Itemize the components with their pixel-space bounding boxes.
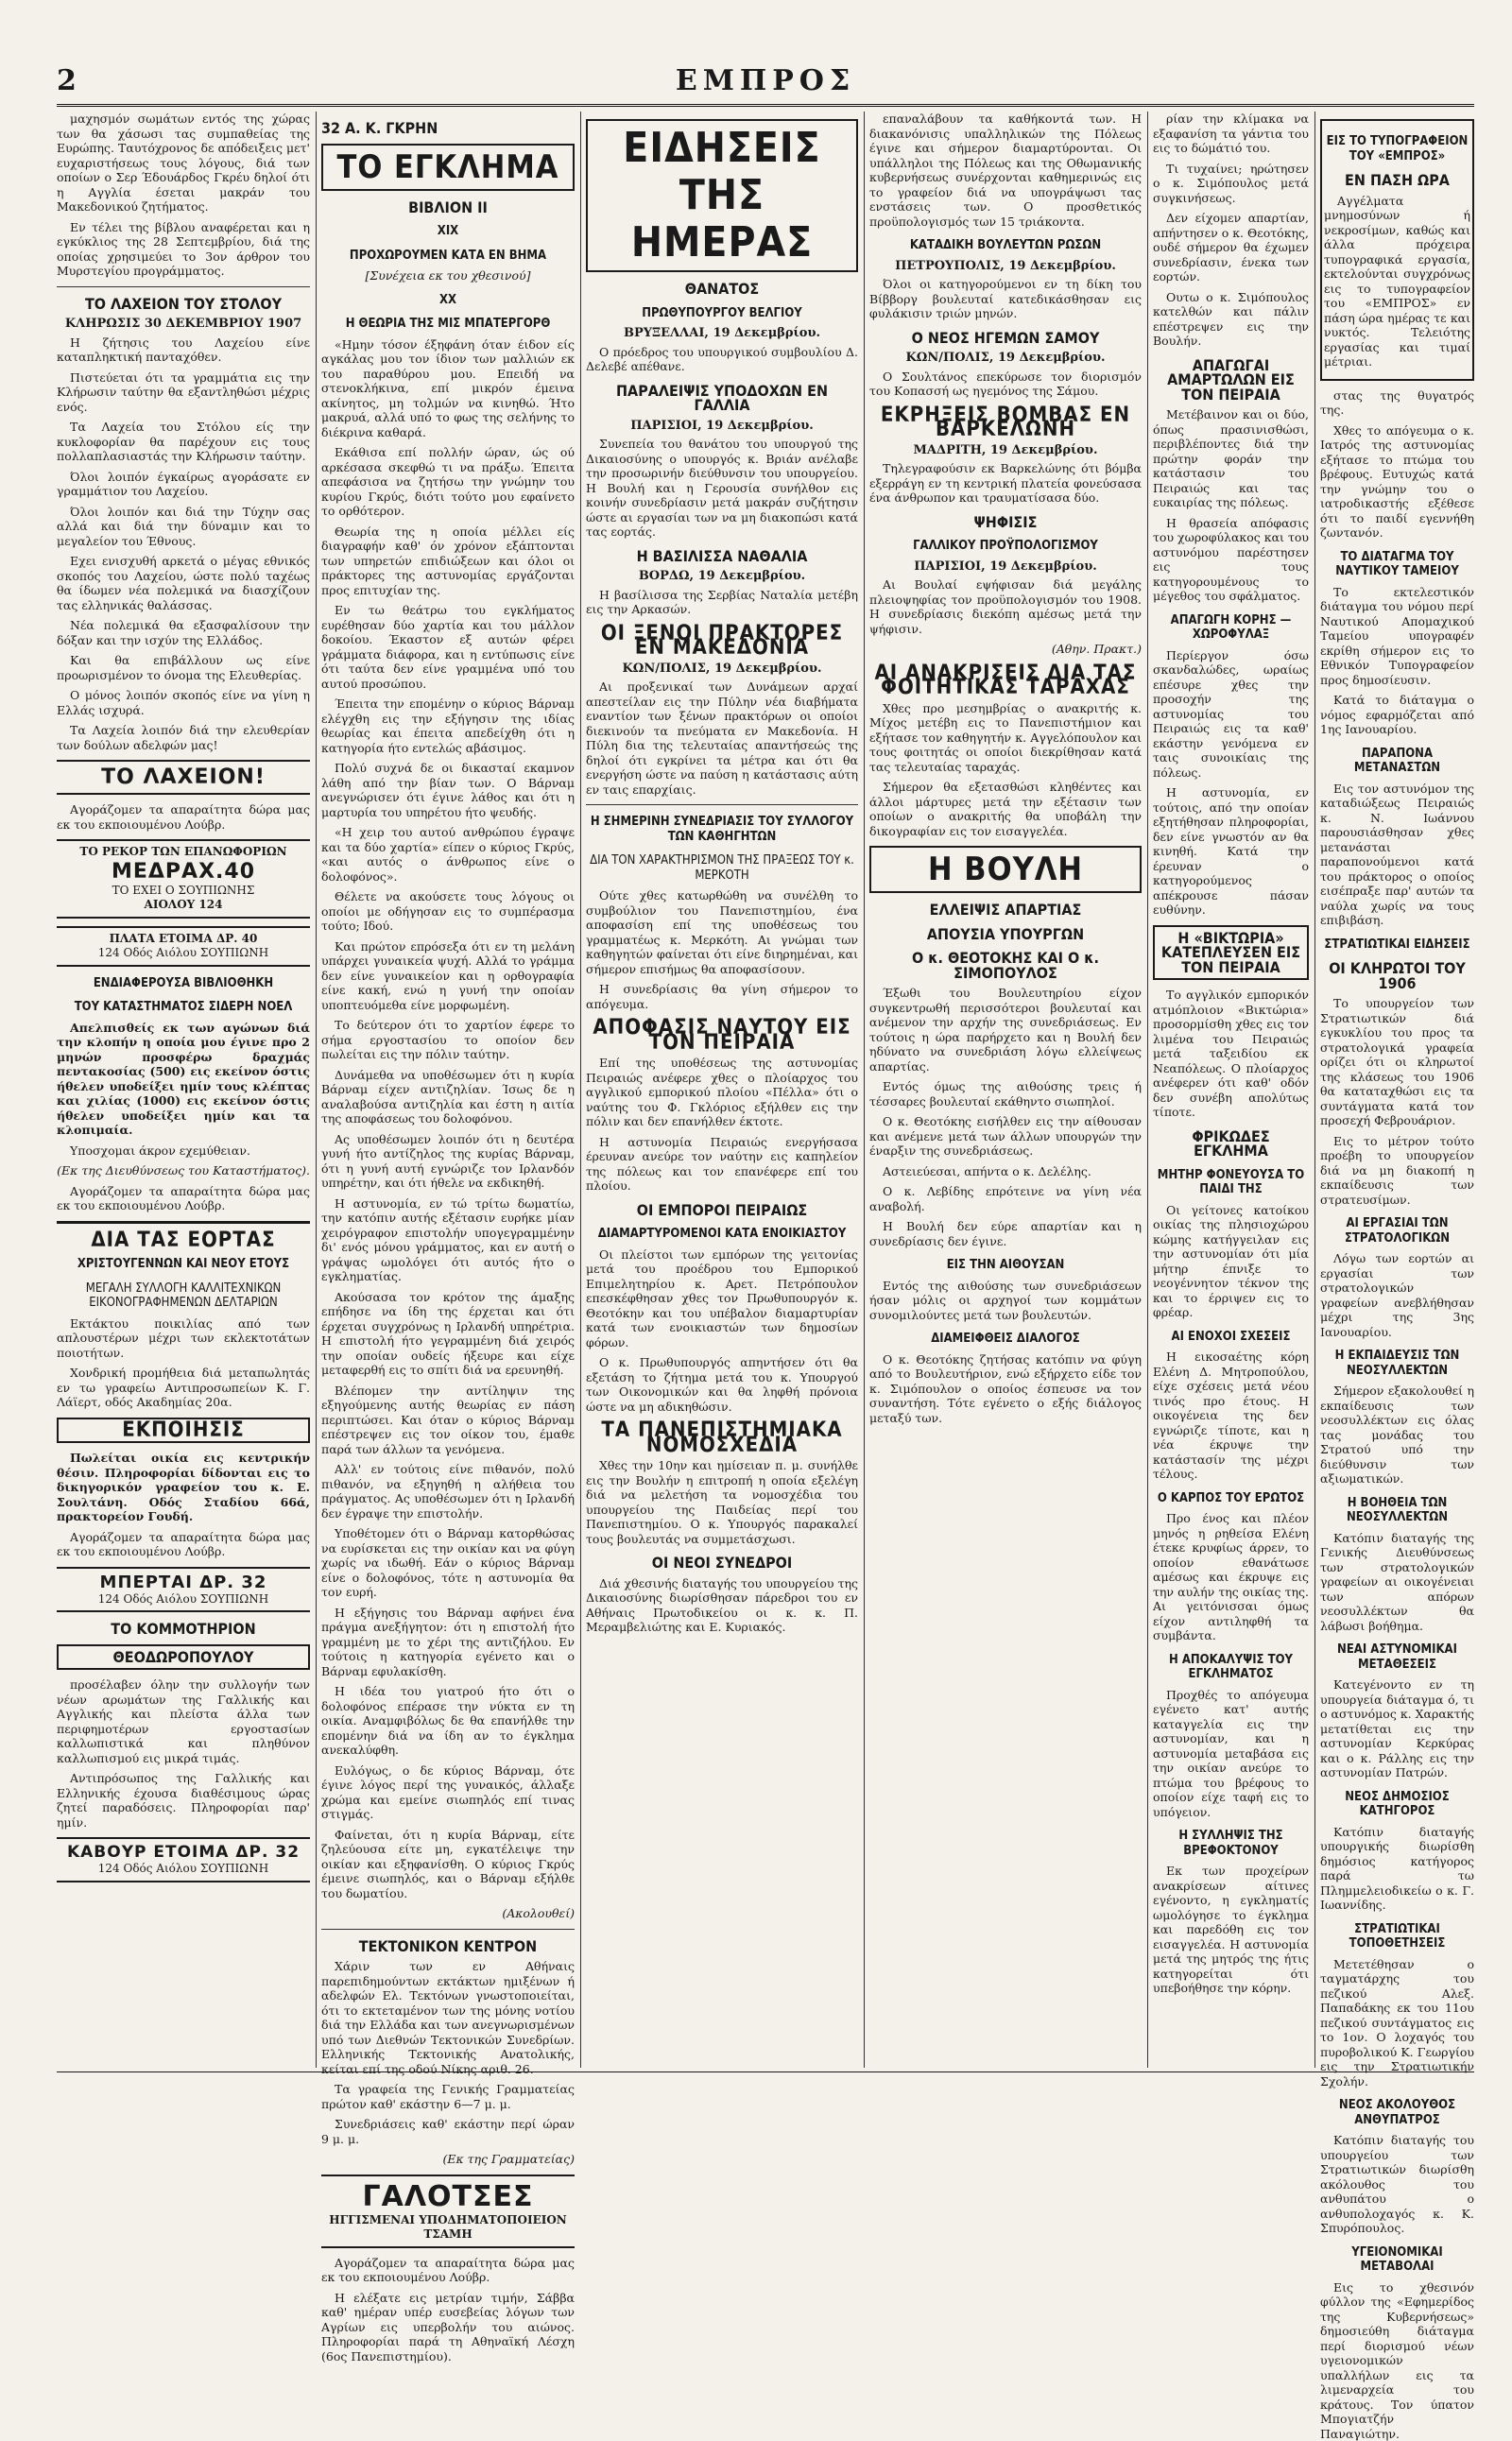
headline: ΚΑΤΑΔΙΚΗ ΒΟΥΛΕΥΤΩΝ ΡΩΣΩΝ xyxy=(869,238,1142,253)
headline: ΤΕΚΤΟΝΙΚΟΝ ΚΕΝΤΡΟΝ xyxy=(321,1939,575,1954)
article-text: Εν τω θεάτρω του εγκλήματος ευρέθησαν δύο χαρτία και του μάλλον δοκοίου. Έκαστον εξ αυτών φέρει γράμματα διάφορα, και η εντύπωσις είνε ότι ταύτα δεν είνε γραμμένα υπό του αυτού προσώπου. xyxy=(321,603,575,691)
article-text: Η εξήγησις του Βάρναμ αφήνει ένα πράγμα ανεξήγητον: ότι η επιστολή ήτο γραμμένη με το χέρι της αντιζήλου. Εν τούτοις η κατηγορία εγένετο και ο Βάρναμ εφυλακίσθη. xyxy=(321,1606,575,1679)
article-text: Οι πλείστοι των εμπόρων της γειτονίας μετά του προέδρου του Εμπορικού Επιμελητηρίου κ. Αρετ. Πετρόπουλον επεσκέφθησαν χθες τον Πρωθυπουργόν κ. Θεοτόκην και του υπέβαλον διαμαρτυρίαν κατά των ενοικιαστών των δημοσίων φόρων. xyxy=(586,1247,858,1350)
subheadline: ΓΑΛΛΙΚΟΥ ΠΡΟΫΠΟΛΟΓΙΣΜΟΥ xyxy=(869,539,1142,554)
article-text: Δυνάμεθα να υποθέσωμεν ότι η κυρία Βάρναμ είχεν αντιζηλίαν. Ίσως δε η αναλαβούσα αντιζηλία και έστη η αιτία της αποφάσεως του δολοφόνου. xyxy=(321,1068,575,1126)
article-text: Ο κ. Λεβίδης επρότεινε να γίνη νέα αναβολή. xyxy=(869,1184,1142,1213)
headline: ΑΠΑΓΩΓΑΙ ΑΜΑΡΤΩΛΩΝ ΕΙΣ ΤΟΝ ΠΕΙΡΑΙΑ xyxy=(1153,358,1309,403)
chapter-number: XX xyxy=(321,293,575,308)
masthead xyxy=(57,64,1474,107)
column-3 xyxy=(586,112,858,2068)
article-text: Οι γείτονες κατοίκου οικίας της πλησιοχώρου κώμης κατήγγειλαν εις την αστυνομίαν ότι μία μήτηρ έπνιξε το νεογέννητον τέκνον της και το έρριψεν εις το φρέαρ. xyxy=(1153,1203,1309,1320)
section-title: ΕΙΔΗΣΕΙΣ ΤΗΣ ΗΜΕΡΑΣ xyxy=(586,119,858,272)
article-text: Υποθέτομεν ότι ο Βάρναμ κατορθώσας να ευρίσκεται εις την οικίαν και να φύγη χωρίς να ιδωθή. Εάν ο κύριος Βάρναμ είνε ο δολοφόνος, τότε η αστυνομία θα τον ευρή. xyxy=(321,1526,575,1600)
headline: ΕΚΡΗΞΕΙΣ ΒΟΜΒΑΣ ΕΝ ΒΑΡΚΕΛΩΝΗ xyxy=(869,408,1142,438)
headline: ΔΙΑ ΤΑΣ ΕΟΡΤΑΣ xyxy=(57,1233,310,1248)
ad-title: ΜΠΕΡΤΑΙ ΔΡ. 32 xyxy=(57,1573,310,1592)
separator xyxy=(57,286,310,287)
ad-text: Αγοράζομεν τα απαραίτητα δώρα μας εκ του εκποιουμένου Λούβρ. xyxy=(57,1530,310,1559)
advertisement xyxy=(57,1567,310,1613)
article-text: Εν τέλει της βίβλου αναφέρεται και η εγκύκλιος της 28 Σεπτεμβρίου, διά της οποίας χρησιμεύει το 3ον άρθρον του Μυρστεγίου προγράμματος. xyxy=(57,220,310,279)
subheadline: ΤΟΥ ΚΑΤΑΣΤΗΜΑΤΟΣ ΣΙΔΕΡΗ ΝΟΕΛ xyxy=(57,1000,310,1015)
article-text: Επί της υποθέσεως της αστυνομίας Πειραιώς ανέφερε χθες ο πλοίαρχος του αγγλικού εμπορικού πλοίου «Πέλλα» ότι ο ναύτης του Φ. Γκλόριος εξήλθεν εις την πόλιν και δεν επανήλθεν έκτοτε. xyxy=(586,1056,858,1129)
article-text: Χθες το απόγευμα ο κ. Ιατρός της αστυνομίας εξήτασε το πτώμα του βρέφους. Ευτυχώς κατά την γνώμην του ο ιατροδικαστής εξέθεσε ότι το παιδί εγεννήθη ζωντανόν. xyxy=(1320,423,1474,541)
article-text: Αστειεύεσαι, απήντα ο κ. Δελέλης. xyxy=(869,1164,1142,1179)
article-text: Διά χθεσινής διαταγής του υπουργείου της Δικαιοσύνης διωρίσθησαν πάρεδροι του εν Αθήναις Πρωτοδικείου οι κ. κ. Π. Μεραμβελιώτης και Ε. Κυριακός. xyxy=(586,1576,858,1635)
ad-address: 124 Οδός Αιόλου ΣΟΥΠΙΩΝΗ xyxy=(57,946,310,961)
subheadline: ΔΙΑΜΑΡΤΥΡΟΜΕΝΟΙ ΚΑΤΑ ΕΝΟΙΚΙΑΣΤΟΥ xyxy=(586,1227,858,1242)
article-text: Προ ένος και πλέον μηνός η ρηθείσα Ελένη έτεκε κρυφίως άρρεν, το οποίον εθανάτωσε αμέσως και έκρυψε εις την αυλήν της οικίας της. Αι γειτόνισσαι όμως είχον αντιληφθή τα συμβάντα. xyxy=(1153,1511,1309,1643)
headline: Η ΣΗΜΕΡΙΝΗ ΣΥΝΕΔΡΙΑΣΙΣ ΤΟΥ ΣΥΛΛΟΓΟΥ ΤΩΝ ΚΑΘΗΓΗΤΩΝ xyxy=(586,815,858,844)
article-text: Όλοι οι κατηγορούμενοι εν τη δίκη του Βίββοργ βουλευταί κατεδικάσθησαν εις φυλάκισιν τριών μηνών. xyxy=(869,277,1142,321)
column-5a xyxy=(1153,112,1309,2068)
article-text: επαναλάβουν τα καθήκοντά των. Η διακανόνισις υπαλληλικών της Πόλεως έγινε και σήμερον διαμαρτύρονται. Οι υπάλληλοι της Πόλεως και της Οθωμανικής κυβερνήσεως συνέρχονται καθημερινώς εις το γραφείον διά να υπογράψωσι τας ενστάσεις των. Ο προσθετικός προϋπολογισμός των 15 τριάκοντα. xyxy=(869,112,1142,229)
headline: ΤΟ ΚΟΜΜΟΤΗΡΙΟΝ xyxy=(57,1622,310,1637)
headline: ΕΙΣ ΤΟ ΤΥΠΟΓΡΑΦΕΙΟΝ ΤΟΥ «ΕΜΠΡΟΣ» xyxy=(1324,134,1470,163)
subheadline: ΕΛΛΕΙΨΙΣ ΑΠΑΡΤΙΑΣ xyxy=(869,902,1142,918)
headline: ΦΡΙΚΩΔΕΣ ΕΓΚΛΗΜΑ xyxy=(1153,1129,1309,1159)
dateline: ΠΕΤΡΟΥΠΟΛΙΣ, 19 Δεκεμβρίου. xyxy=(869,259,1142,274)
ad-text: Πωλείται οικία εις κεντρικήν θέσιν. Πληροφορίαι δίδονται εις το δικηγορικόν γραφείον του κ. Ε. Σουλτάνη. Οδός Σταδίου 66ά, πρακτορείον Γουδή. xyxy=(57,1451,310,1524)
article-text: Η αστυνομία, εν τώ τρίτω δωματίω, την κατόπιν αυτής εξέτασιν ευρήκε μίαν χειρόγραφον επιστολήν υπογεγραμμένην δι' ενός μόνου γράμματος, και εν αυτή ο γράψας ωμολόγει ότι αυτός ήτο ο εγκληματίας. xyxy=(321,1196,575,1284)
bottom-rule xyxy=(57,2071,1474,2072)
headline: ΤΟ ΔΙΑΤΑΓΜΑ ΤΟΥ ΝΑΥΤΙΚΟΥ ΤΑΜΕΙΟΥ xyxy=(1320,550,1474,579)
ad-subtitle: ΗΓΓΙΣΜΕΝΑΙ ΥΠΟΔΗΜΑΤΟΠΟΙΕΙΟΝ ΤΣΑΜΗ xyxy=(321,2213,575,2243)
headline: ΣΤΡΑΤΙΩΤΙΚΑΙ ΤΟΠΟΘΕΤΗΣΕΙΣ xyxy=(1320,1922,1474,1951)
article-text: Σήμερον εξακολουθεί η εκπαίδευσις των νεοσυλλέκτων εις όλας τας μονάδας του Στρατού υπό την διεύθυνσιν των αξιωματικών. xyxy=(1320,1384,1474,1487)
ad-text: Εκτάκτου ποικιλίας από των απλουστέρων μέχρι των εκλεκτοτάτων ποιοτήτων. xyxy=(57,1316,310,1361)
advertisement xyxy=(57,1837,310,1882)
article-text: Ακούσασα τον κρότον της άμαξης επήδησε να ίδη της έρχεται και ότι έρχεται συγχρόνως η Ιρλανδή υπηρέτρια. Η επιστολή ήτο γεγραμμένη διά χειρός την οποίαν ουδείς ήξευρε και είχε μεταφερθή εις το σπίτι διά να ερευνηθή. xyxy=(321,1290,575,1378)
headline: ΤΟ ΛΑΧΕΙΟΝ ΤΟΥ ΣΤΟΛΟΥ xyxy=(57,297,310,312)
article-text: Έπειτα την επομένην ο κύριος Βάρναμ ελέγχθη εις την εξήγησιν της ιδίας θεωρίας και έπειτα απεδείχθη ότι η κατηγορία ήτο εντελώς αβάσιμος. xyxy=(321,696,575,755)
subheadline: ΑΠΟΥΣΙΑ ΥΠΟΥΡΓΩΝ xyxy=(869,927,1142,942)
article-text: Συνεπεία του θανάτου του υπουργού της Δικαιοσύνης ο υπουργός κ. Βριάν ανέλαβε την προσωρινήν διεύθυνσιν του υπουργείου. Η Βουλή και η Γερουσία συνήλθον εις κοινήν συνεδρίασιν μετά μακράν συζήτησιν ώστε αι εργασίαι των να μη διακοπώσι κατά τας εορτάς. xyxy=(586,437,858,540)
dateline: ΠΑΡΙΣΙΟΙ, 19 Δεκεμβρίου. xyxy=(586,419,858,434)
subheadline: ΕΝ ΠΑΣΗ ΩΡΑ xyxy=(1324,173,1470,188)
headline: ΘΑΝΑΤΟΣ xyxy=(586,282,858,297)
article-text: ρίαν την κλίμακα να εξαφανίση τα γάντια του εις το δώμάτιό του. xyxy=(1153,112,1309,156)
article-text: μαχησμόν σωμάτων εντός της χώρας των θα χάσωσι τας συμπαθείας της Ευρώπης. Ταυτόχρονος δε απόδειξεις μετ' ευχαριστήσεως τους λόγους, διά των οποίων ο Σερ Έδουάρδος Γκρέυ δηλοί ότι η Αγγλία έσεται μακράν του Μακεδονικού ζητήματος. xyxy=(57,112,310,215)
article-text: Χάριν των εν Αθήναις παρεπιδημούντων εκτάκτων ημιξένων ή αδελφών Ελ. Τεκτόνων γνωστοποιείται, ότι το εκτεταμένον των της μόνης νοτίου διά την Ελλάδα και των ανεγνωρισμένων υπό των Διεθνών Τεκτονικών Συνεδρίων. Ελληνικής Τεκτονικής Ανατολικής, κείται επί της οδού Νίκης αριθ. 26. xyxy=(321,1959,575,2076)
article-text: Αλλ' εν τούτοις είνε πιθανόν, πολύ πιθανόν, να εξηγηθή η αλήθεια του πράγματος. Ας υποθέσωμεν ότι η Ιρλανδή δεν έγραψε την επιστολήν. xyxy=(321,1462,575,1521)
ad-title: ΠΛΑΤΑ ΕΤΟΙΜΑ ΔΡ. 40 xyxy=(57,932,310,947)
headline: ΤΟ ΕΓΚΛΗΜΑ xyxy=(321,144,575,191)
article-text: Ο Σουλτάνος επεκύρωσε τον διορισμόν του Κοπασσή ως ηγεμόνος της Σάμου. xyxy=(869,370,1142,399)
subheadline: ΠΡΟΧΩΡΟΥΜΕΝ ΚΑΤΑ ΕΝ ΒΗΜΑ xyxy=(321,249,575,264)
article-text: Εις το χθεσινόν φύλλον της «Εφημερίδος της Κυβερνήσεως» δημοσιεύθη διάταγμα περί διορισμού νέων υγειονομικών υπαλλήλων εις τα λιμεναρχεία του κράτους. Τον ύπατον Μπογιατζήν Παναγιώτην. xyxy=(1320,2280,1474,2441)
top-rule xyxy=(57,106,1474,107)
separator xyxy=(57,1221,310,1224)
headline: Η ΑΠΟΚΑΛΥΨΙΣ ΤΟΥ ΕΓΚΛΗΜΑΤΟΣ xyxy=(1153,1653,1309,1682)
headline: ΕΚΠΟΙΗΣΙΣ xyxy=(57,1418,310,1444)
article-text: Κατόπιν διαταγής του υπουργείου των Στρατιωτικών διωρίσθη ακόλουθος του ανθυπάτου ο ανθυπολοχαγός κ. Κ. Σπυρόπουλος. xyxy=(1320,2133,1474,2236)
subheadline: ΠΡΩΘΥΠΟΥΡΓΟΥ ΒΕΛΓΙΟΥ xyxy=(586,306,858,321)
column-divider xyxy=(580,112,581,2068)
article-text: Το δεύτερον ότι το χαρτίον έφερε το σήμα εργοστασίου το οποίον δεν πωλείται εις την πόλιν ταύτην. xyxy=(321,1018,575,1062)
article-text: Η συνεδρίασις θα γίνη σήμερον το απόγευμα. xyxy=(586,982,858,1011)
subheadline: ΜΕΓΑΛΗ ΣΥΛΛΟΓΗ ΚΑΛΛΙΤΕΧΝΙΚΩΝ ΕΙΚΟΝΟΓΡΑΦΗΜΕΝΩΝ ΔΕΛΤΑΡΙΩΝ xyxy=(57,1281,310,1311)
headline: ΟΙ ΝΕΟΙ ΣΥΝΕΔΡΟΙ xyxy=(586,1556,858,1571)
headline: ΔΙΑΜΕΙΦΘΕΙΣ ΔΙΑΛΟΓΟΣ xyxy=(869,1332,1142,1347)
signature: (Εκ της Γραμματείας) xyxy=(321,2152,575,2167)
headline: ΠΑΡΑΛΕΙΨΙΣ ΥΠΟΔΟΧΩΝ ΕΝ ΓΑΛΛΙΑ xyxy=(586,384,858,413)
ad-text: Χονδρική προμήθεια διά μεταπωλητάς εν τω γραφείω Αντιπροσωπείων Κ. Γ. Λάϊερτ, οδός Ακαδημίας 20α. xyxy=(57,1366,310,1410)
article-text: Όλοι λοιπόν έγκαίρως αγοράσατε εν γραμμάτιον του Λαχείου. xyxy=(57,470,310,499)
headline: Η ΕΚΠΑΙΔΕΥΣΙΣ ΤΩΝ ΝΕΟΣΥΛΛΕΚΤΩΝ xyxy=(1320,1349,1474,1378)
ad-address: 124 Οδός Αιόλου ΣΟΥΠΙΩΝΗ xyxy=(57,1592,310,1607)
article-text: Ας υποθέσωμεν λοιπόν ότι η δευτέρα γυνή ήτο αντίζηλος της κυρίας Βάρναμ, ότι η γυνή αυτή εγνώριζε τον Ιρλανδόν υπηρέτην, και ότι ήθελε να εκδικηθή. xyxy=(321,1132,575,1191)
headline: Η ΒΟΗΘΕΙΑ ΤΩΝ ΝΕΟΣΥΛΛΕΚΤΩΝ xyxy=(1320,1496,1474,1525)
headline: ΥΓΕΙΟΝΟΜΙΚΑΙ ΜΕΤΑΒΟΛΑΙ xyxy=(1320,2245,1474,2275)
headline: ΝΕΟΣ ΑΚΟΛΟΥΘΟΣ ΑΝΘΥΠΑΤΡΟΣ xyxy=(1320,2098,1474,2127)
article-text: Το εκτελεστικόν διάταγμα του νόμου περί Ναυτικού Απομαχικού Ταμείου υπογραφέν εκρίθη σήμερον εις το Εθνικόν Τυπογραφείον προς δημοσίευσιν. xyxy=(1320,585,1474,688)
dateline: ΒΡΥΞΕΛΛΑΙ, 19 Δεκεμβρίου. xyxy=(586,326,858,341)
column-divider xyxy=(864,112,865,2068)
article-text: Συνεδριάσεις καθ' εκάστην περί ώραν 9 μ. μ. xyxy=(321,2117,575,2146)
headline: Η ΒΟΥΛΗ xyxy=(869,846,1142,893)
article-text: Εκάθισα επί πολλήν ώραν, ώς ού αρκέσασα σκεφθώ τι να πράξω. Έπειτα απεφάσισα να ζητήσω την γνώμην του κυρίου Γκρύς, διότι τούτο μου εφαίνετο το ορθότερον. xyxy=(321,445,575,519)
headline: ΨΗΦΙΣΙΣ xyxy=(869,515,1142,530)
newspaper-name: ΕΜΠΡΟΣ xyxy=(57,64,1474,97)
advertisement xyxy=(57,839,310,919)
article-text: Εντός όμως της αιθούσης τρεις ή τέσσαρες βουλευταί εκάθηντο σιωπηλοί. xyxy=(869,1079,1142,1109)
article-text: Η ιδέα του γιατρού ήτο ότι ο δολοφόνος επέρασε την νύκτα εν τη οικία. Αναμφιβόλως δε θα επανήλθε την επομένην διά να ίδη αν το έγκλημα ανεκαλύφθη. xyxy=(321,1684,575,1758)
article-text: Η βασίλισσα της Σερβίας Ναταλία μετέβη εις την Αρκασών. xyxy=(586,588,858,617)
article-text: Τα γραφεία της Γενικής Γραμματείας πρώτον καθ' εκάστην 6—7 μ. μ. xyxy=(321,2082,575,2111)
article-text: Κατεγένοντο εν τη υπουργεία διάταγμα ό, τι ο αστυνόμος κ. Χαρακτής μετατίθεται εις την αστυνομίαν Κερκύρας και ο κ. Ράλλης εις την αστυνομίαν Πατρών. xyxy=(1320,1677,1474,1780)
article-text: Ο κ. Πρωθυπουργός απηντήσεν ότι θα εξετάση το ζήτημα μετά του κ. Υπουργού των Οικονομικών και θα ληφθή πρόνοια ώστε να μη αδικηθώσιν. xyxy=(586,1355,858,1414)
article-text: Το αγγλικόν εμπορικόν ατμόπλοιον «Βικτώρια» προσορμίσθη χθες εις τον λιμένα του Πειραιώς μετά ταξειδίου εκ Νεαπόλεως. Ο πλοίαρχος ανέφερεν ότι καθ' οδόν δεν συνέβη απολύτως τίποτε. xyxy=(1153,988,1309,1120)
ad-text: προσέλαβεν όλην την συλλογήν των νέων αρωμάτων της Γαλλικής και Αγγλικής και πλείστα άλλα των περιφημοτέρων εργοστασίων καλλωπιστικά και πληθύνον καλλωπισμού εις μικρά τιμάς. xyxy=(57,1677,310,1765)
headline: Η «ΒΙΚΤΩΡΙΑ» ΚΑΤΕΠΛΕΥΣΕΝ ΕΙΣ ΤΟΝ ΠΕΙΡΑΙΑ xyxy=(1153,925,1309,981)
headline: ΝΕΑΙ ΑΣΤΥΝΟΜΙΚΑΙ ΜΕΤΑΘΕΣΕΙΣ xyxy=(1320,1642,1474,1672)
article-text: Χθες την 10ην και ημίσειαν π. μ. συνήλθε εις την Βουλήν η επιτροπή η οποία εξελέγη διά να μελετήση τα νομοσχέδια του υπουργείου της Παιδείας περί του Πανεπιστημίου. Ο κ. Υπουργός παρακαλεί τους βουλευτάς να συμμετάσχωσι. xyxy=(586,1458,858,1546)
article-text: Κατόπιν διαταγής υπουργικής διωρίσθη δημόσιος κατήγορος παρά τω Πλημμελειοδικείω ο κ. Γ. Ιωαννίδης. xyxy=(1320,1825,1474,1913)
headline: ΝΕΟΣ ΔΗΜΟΣΙΟΣ ΚΑΤΗΓΟΡΟΣ xyxy=(1320,1790,1474,1819)
headline: ΑΠΑΓΩΓΗ ΚΟΡΗΣ — ΧΩΡΟΦΥΛΑΞ xyxy=(1153,613,1309,643)
ad-heading: ΤΟ ΡΕΚΟΡ ΤΩΝ ΕΠΑΝΩΦΟΡΙΩΝ xyxy=(57,845,310,860)
article-text: Μετετέθησαν ο ταγματάρχης του πεζικού Αλεξ. Παπαδάκης εκ του 11ου πεζικού συντάγματος εις το 1ον. Ο λοχαγός του πυροβολικού Κ. Γεωργίου εις την Στρατιωτικήν Σχολήν. xyxy=(1320,1957,1474,2089)
headline: ΑΙ ΕΡΓΑΣΙΑΙ ΤΩΝ ΣΤΡΑΤΟΛΟΓΙΚΩΝ xyxy=(1320,1216,1474,1246)
column-5b xyxy=(1320,112,1474,2068)
article-text: Η εικοσαέτης κόρη Ελένη Δ. Μητροπούλου, είχε σχέσεις μετά νέου τινός προ έτους. Η οικογένεια της δεν εγνώριζε τίποτε, και η νέα έκρυψε την κατάστασίν της μέχρι τέλους. xyxy=(1153,1349,1309,1482)
article-text: Πολύ συχνά δε οι δικασταί εκαμνον λάθη από την βίαν των. Ο Βάρναμ ανεγνώρισεν ότι έγινε λάθος και ότι η μαρτυρία του υπηρέτου ήτο ψευδής. xyxy=(321,761,575,819)
subheadline: Ο κ. ΘΕΟΤΟΚΗΣ ΚΑΙ Ο κ. ΣΙΜΟΠΟΥΛΟΣ xyxy=(869,951,1142,980)
article-text: στας της θυγατρός της. xyxy=(1320,388,1474,418)
headline: ΤΑ ΠΑΝΕΠΙΣΤΗΜΙΑΚΑ ΝΟΜΟΣΧΕΔΙΑ xyxy=(586,1423,858,1453)
article-text: Περίεργον όσω σκανδαλώδες, ωραίως επέσυρε χθες την προσοχήν της αστυνομίας του Πειραιώς εις τα καθ' εκάστην γενόμενα εν ταις συνοικίαις της πόλεως. xyxy=(1153,648,1309,781)
signature: (Εκ της Διευθύνσεως του Καταστήματος). xyxy=(57,1163,310,1178)
article-text: Τα Λαχεία λοιπόν διά την ελευθερίαν των δούλων αδελφών μας! xyxy=(57,723,310,752)
headline: ΟΙ ΕΜΠΟΡΟΙ ΠΕΙΡΑΙΩΣ xyxy=(586,1203,858,1218)
print-shop-ad xyxy=(1320,119,1474,381)
article-text: Τα Λαχεία του Στόλου είς την κυκλοφορίαν θα παρέχουν εις τους πολλαπλασιαστάς την Κλήρωσιν ταύτην. xyxy=(57,420,310,464)
advertisement xyxy=(321,2175,575,2248)
article-text: «Η χειρ του αυτού ανθρώπου έγραψε και τα δύο χαρτία» είπεν ο κύριος Γκρύς, «και αυτός ο άνθρωπος είνε ο δολοφόνος». xyxy=(321,825,575,884)
headline: Η ΒΑΣΙΛΙΣΣΑ ΝΑΘΑΛΙΑ xyxy=(586,549,858,564)
ad-text: Υποσχομαι άκρον εχεμύθειαν. xyxy=(57,1143,310,1159)
headline: ΑΙ ΑΝΑΚΡΙΣΕΙΣ ΔΙΑ ΤΑΣ ΦΟΙΤΗΤΙΚΑΣ ΤΑΡΑΧΑΣ xyxy=(869,666,1142,696)
dateline: ΒΟΡΔΩ, 19 Δεκεμβρίου. xyxy=(586,569,858,584)
article-text: Προχθές το απόγευμα εγένετο κατ' αυτής καταγγελία εις την αστυνομίαν, και η αστυνομία μεταβάσα εις την οικίαν ανεύρε το πτώμα του βρέφους το οποίον είχε ταφή εις το υπόγειον. xyxy=(1153,1688,1309,1820)
continued-note: [Συνέχεια εκ του χθεσινού] xyxy=(321,268,575,284)
headline: ΑΠΟΦΑΣΙΣ ΝΑΥΤΟΥ ΕΙΣ ΤΟΝ ΠΕΙΡΑΙΑ xyxy=(586,1021,858,1050)
article-text: Εχει ενισχυθή αρκετά ο μέγας εθνικός σκοπός του Λαχείου, ώστε πολύ ταχέως θα ίδωμεν νέα πολεμικά να διασχίζουν τας ελληνικάς θαλάσσας. xyxy=(57,554,310,612)
article-text: Η ζήτησις του Λαχείου είνε καταπληκτική πανταχόθεν. xyxy=(57,335,310,365)
ad-text: Αγοράζομεν τα απαραίτητα δώρα μας εκ του εκποιουμένου Λούβρ. xyxy=(57,1184,310,1213)
ad-title: ΚΑΒΟΥΡ ΕΤΟΙΜΑ ΔΡ. 32 xyxy=(57,1843,310,1862)
column-divider xyxy=(1314,112,1315,2068)
article-text: Εντός της αιθούσης των συνεδριάσεων ήσαν μόλις οι αρχηγοί των κομμάτων συνομιλούντες μετά των βουλευτών. xyxy=(869,1279,1142,1323)
article-text: Χθες προ μεσημβρίας ο ανακριτής κ. Μίχος μετέβη εις το Πανεπιστήμιον και εξήτασε τον καθηγητήν κ. Αγγελόπουλον και τους φοιτητάς οι οποίοι διεκρίθησαν κατά τας τελευταίας ταραχάς. xyxy=(869,701,1142,775)
headline: ΣΤΡΑΤΙΩΤΙΚΑΙ ΕΙΔΗΣΕΙΣ xyxy=(1320,937,1474,953)
article-text: Ουτω ο κ. Σιμόπουλος κατελθών και πάλιν επέστρεψεν εις την Βουλήν. xyxy=(1153,290,1309,349)
ad-price: ΜΕΔΡΑΧ.40 xyxy=(57,860,310,884)
separator xyxy=(321,1929,575,1930)
article-text: Ο πρόεδρος του υπουργικού συμβουλίου Δ. Δελεβέ απέθανε. xyxy=(586,345,858,374)
advertisement xyxy=(57,926,310,967)
headline: Η ΣΥΛΛΗΨΙΣ ΤΗΣ ΒΡΕΦΟΚΤΟΝΟΥ xyxy=(1153,1829,1309,1858)
separator xyxy=(586,804,858,805)
article-text: Αι προξενικαί των Δυνάμεων αρχαί απεστείλαν εις την Πύλην νέα διαβήματα εναντίον των ξένων πρακτόρων οι οποίοι διεκινούν τα πνεύματα εν Μακεδονία. Η Πύλη δια της τελευταίας απαντήσεώς της δηλοί ότι εγκρίνει τα μέτρα και ότι θα ενεργήση ώστε να παύση η κατάστασις αύτη εν ταις επαρχίαις. xyxy=(586,679,858,797)
article-text: Εκ των προχείρων ανακρίσεων αίτινες εγένοντο, η εγκληματίς ωμολόγησε το έγκλημα και παρεδόθη εις τον εισαγγελέα. Η αστυνομία μετά της μητρός της ήτις κατηγορείται ότι υπεβοήθησε την κόρην. xyxy=(1153,1864,1309,1996)
article-text: Σήμερον θα εξετασθώσι κληθέντες και άλλοι μάρτυρες μετά την εξέτασιν των οποίων ο ανακριτής θα υποβάλη την δικογραφίαν εις τον εισαγγελέα. xyxy=(869,780,1142,838)
subheadline: ΔΙΑ ΤΟΝ ΧΑΡΑΚΤΗΡΙΣΜΟΝ ΤΗΣ ΠΡΑΞΕΩΣ ΤΟΥ κ. ΜΕΡΚΟΤΗ xyxy=(586,853,858,883)
article-text: Εις τον αστυνόμον της καταδιώξεως Πειραιώς κ. Ν. Ιωάννου παρουσιάσθησαν χθες μετανάσται παραπονούμενοι κατά του πράκτορος ο οποίος εισέπραξε παρ' αυτών τα ναύλα χωρίς να τους επιβιβάση. xyxy=(1320,782,1474,928)
dateline: ΠΑΡΙΣΙΟΙ, 19 Δεκεμβρίου. xyxy=(869,559,1142,575)
article-text: Κατόπιν διαταγής της Γενικής Διευθύνσεως των στρατολογικών γραφείων αι οικογένειαι των απόρων νεοσυλλέκτων θα λάβωσι βοήθημα. xyxy=(1320,1531,1474,1634)
article-text: Φαίνεται, ότι η κυρία Βάρναμ, είτε ζηλεύουσα είτε μη, εγκατέλειψε την οικίαν και εξηφανίσθη. Ο κύριος Γκρύς έμεινε σιωπηλός, και ο Βάρναμ εξήλθε του δωματίου. xyxy=(321,1828,575,1901)
dateline: ΚΛΗΡΩΣΙΣ 30 ΔΕΚΕΜΒΡΙΟΥ 1907 xyxy=(57,317,310,332)
signature: (Αθην. Πρακτ.) xyxy=(869,642,1142,657)
article-text: Η αστυνομία Πειραιώς ενεργήσασα έρευναν ανεύρε τον ναύτην εις καπηλείον της πόλεως και τον επανέφερε επί του πλοίου. xyxy=(586,1135,858,1194)
dateline: ΜΑΔΡΙΤΗ, 19 Δεκεμβρίου. xyxy=(869,443,1142,458)
headline: ΑΙ ΕΝΟΧΟΙ ΣΧΕΣΕΙΣ xyxy=(1153,1330,1309,1345)
ad-text: Απελπισθείς εκ των αγώνων διά την κλοπήν η οποία μου έγινε προ 2 μηνών προσφέρω δραχμάς πεντακοσίας (500) εις εκείνον όστις ήθελεν υποδείξει ημίν τους κλέπτας και χιλίας (1000) εις εκείνον όστις ήθελεν υποδείξει ημίν και τα κλοπιμαία. xyxy=(57,1021,310,1138)
headline: Ο ΚΑΡΠΟΣ ΤΟΥ ΕΡΩΤΟΣ xyxy=(1153,1491,1309,1506)
signature: (Ακολουθεί) xyxy=(321,1906,575,1921)
article-text: «Ημην τόσον έξηφάνη όταν έιδον είς αγκάλας μου τον ίδιον των μαλλιών εκ του παραθύρου μου. Επειδή να στενοκλήκινα, επί μικρόν έμεινα ακίνητος, μη τολμών να κινηθώ. Ήτο μακρυά, αλλά υπό το φως της σελήνης το διέκρινα καθαρά. xyxy=(321,337,575,440)
headline: Ο ΝΕΟΣ ΗΓΕΜΩΝ ΣΑΜΟΥ xyxy=(869,331,1142,346)
article-text: Η Βουλή δεν εύρε απαρτίαν και η συνεδρίασις δεν έγινε. xyxy=(869,1219,1142,1248)
article-text: Το υπουργείον των Στρατιωτικών διά εγκυκλίου του προς τα στρατολογικά γραφεία ορίζει ότι οι κληρωτοί της κλάσεως του 1906 θα καταταχθώσι εις τα συντάγματα κατά τον προσεχή Φεβρουάριον. xyxy=(1320,996,1474,1128)
article-text: Θέλετε να ακούσετε τους λόγους οι οποίοι με οδήγησαν εις το συμπέρασμα τούτο; Ιδού. xyxy=(321,889,575,934)
subheadline: ΧΡΙΣΤΟΥΓΕΝΝΩΝ ΚΑΙ ΝΕΟΥ ΕΤΟΥΣ xyxy=(57,1257,310,1272)
subheadline: Η ΘΕΩΡΙΑ ΤΗΣ ΜΙΣ ΜΠΑΤΕΡΓΟΡΘ xyxy=(321,317,575,332)
dateline: ΚΩΝ/ΠΟΛΙΣ, 19 Δεκεμβρίου. xyxy=(586,662,858,677)
article-text: Λόγω των εορτών αι εργασίαι των στρατολογικών γραφείων ανεβλήθησαν μέχρι της 3ης Ιανουαρίου. xyxy=(1320,1251,1474,1339)
ad-text: Αγγέλματα μνημοσύνων ή νεκροσίμων, καθώς και άλλα πρόχειρα τυπογραφικά εργασία, εκτελούνται συγχρόνως εις το τυπογραφείον του «ΕΜΠΡΟΣ» εν πάση ώρα ημέρας τε και νυκτός. Τελειότης εργασίας και τιμαί μέτριαι. xyxy=(1324,194,1470,370)
ad-line: ΤΟ ΕΧΕΙ Ο ΣΟΥΠΙΩΝΗΣ xyxy=(57,884,310,899)
article-text: Έξωθι του Βουλευτηρίου είχον συγκεντρωθή περισσότεροι βουλευταί και ανέμενον την αρχήν της συνεδριάσεως. Εν τούτοις η ώρα παρήρχετο και η Βουλή δεν ηδύνατο να συνεδριάση λόγω ελλείψεως απαρτίας. xyxy=(869,986,1142,1074)
ad-text: Αγοράζομεν τα απαραίτητα δώρα μας εκ του εκποιουμένου Λούβρ. xyxy=(321,2256,575,2285)
article-text: Όλοι λοιπόν και διά την Τύχην σας αλλά και διά την δύναμιν και το μεγαλείον του Έθνους. xyxy=(57,505,310,549)
column-divider xyxy=(316,112,317,2068)
article-text: Η θρασεία απόφασις του χωροφύλακος και του αστυνόμου παρέστησεν εις τους κατηγορουμένους το μέγεθος του σφάλματος. xyxy=(1153,516,1309,604)
article-text: Θεωρία της η οποία μέλλει είς διαγραφήν καθ' όν χρόνον εξάπτονται των υπηρετών επιδιώξεων και όλοι οι πράκτορες της αστυνομίας εργάζονται προς επιτυχίαν της. xyxy=(321,524,575,598)
column-1 xyxy=(57,112,310,2068)
ad-title: ΤΟ ΛΑΧΕΙΟΝ! xyxy=(57,765,310,789)
ad-text: Αγοράζομεν τα απαραίτητα δώρα μας εκ του εκποιουμένου Λούβρ. xyxy=(57,802,310,832)
ad-title: ΓΑΛΟΤΣΕΣ xyxy=(321,2180,575,2213)
headline: ΠΑΡΑΠΟΝΑ ΜΕΤΑΝΑΣΤΩΝ xyxy=(1320,747,1474,776)
ad-text: Η ελέξατε εις μετρίαν τιμήν, Σάββα καθ' ημέραν υπέρ ευσεβείας λόγων των Αγρίων εις υπερβολήν του αιώνος. Πληροφορίαι παρά τη Αθηναϊκή Λέσχη (6ος Πανεπιστημίου). xyxy=(321,2291,575,2364)
headline: ΟΙ ΞΕΝΟΙ ΠΡΑΚΤΟΡΕΣ ΕΝ ΜΑΚΕΔΟΝΙΑ xyxy=(586,627,858,656)
subheadline: ΟΙ ΚΛΗΡΩΤΟΙ ΤΟΥ 1906 xyxy=(1320,961,1474,990)
ad-text: Αντιπρόσωπος της Γαλλικής και Ελληνικής έχουσα διαθέσιμους ώρας ζητεί παραδόσεις. Πληροφορίαι παρ' ημίν. xyxy=(57,1771,310,1830)
article-text: Κατά το διάταγμα ο νόμος εφαρμόζεται από 1ης Ιανουαρίου. xyxy=(1320,693,1474,737)
article-text: Και πρώτον επρόσεξα ότι εν τη μελάνη υπάρχει γυναικεία ψυχή. Αλλά το γράμμα δεν είνε γυναικείον και η ορθογραφία είνε κακή, ενώ η γυνή την οποίαν υποπτευόμεθα είνε μορφωμένη. xyxy=(321,939,575,1013)
article-text: Μετέβαινον και οι δύο, όπως πρασινισθώσι, περιβλέποντες διά την πρώτην φοράν την κατάστασιν του Πειραιώς και τας ευκαιρίας της πόλεως. xyxy=(1153,407,1309,510)
article-text: Πιστεύεται ότι τα γραμμάτια εις την Κλήρωσιν ταύτην θα εξαντληθώσι μέχρις ενός. xyxy=(57,370,310,415)
subheadline: ΜΗΤΗΡ ΦΟΝΕΥΟΥΣΑ ΤΟ ΠΑΙΔΙ ΤΗΣ xyxy=(1153,1168,1309,1197)
dateline: ΚΩΝ/ΠΟΛΙΣ, 19 Δεκεμβρίου. xyxy=(869,351,1142,366)
column-4 xyxy=(869,112,1142,2068)
article-text: Εις το μέτρον τούτο προέβη το υπουργείον διά να μη διακοπή η εκπαίδευσις των στρατευσίμων. xyxy=(1320,1134,1474,1208)
subheadline: ΒΙΒΛΙΟΝ II xyxy=(321,200,575,215)
article-text: Τι τυχαίνει; ηρώτησεν ο κ. Σιμόπουλος μετά συγκινήσεως. xyxy=(1153,162,1309,206)
chapter-number: XIX xyxy=(321,224,575,239)
article-text: Και θα επιβάλλουν ως είνε προωρισμένον το όνομα της Ελευθερίας. xyxy=(57,653,310,682)
ad-address: 124 Οδός Αιόλου ΣΟΥΠΙΩΝΗ xyxy=(57,1862,310,1877)
column-divider xyxy=(1147,112,1148,2068)
article-text: Τηλεγραφούσιν εκ Βαρκελώνης ότι βόμβα εξερράγη εν τη κεντρική πλατεία φονεύσασα ένα άνθρωπον και τραυματίσασα δύο. xyxy=(869,461,1142,506)
article-text: Ο μόνος λοιπόν σκοπός είνε να γίνη η Ελλάς ισχυρά. xyxy=(57,688,310,717)
article-text: Η αστυνομία, εν τούτοις, από την οποίαν εξητήθησαν πληροφορίαι, δεν είνε γνωστόν αν θα κινηθή. Κατά την έρευναν ο κατηγορούμενος απέκρουσε πάσαν ευθύνην. xyxy=(1153,785,1309,918)
article-text: Δεν είχομεν απαρτίαν, απήντησεν ο κ. Θεοτόκης, ουδέ σήμερον θα έχωμεν συνεδρίασιν, ένεκα των εορτών. xyxy=(1153,211,1309,284)
article-text: Ο κ. Θεοτόκης εισήλθεν εις την αίθουσαν και ανέμενε μετά των άλλων υπουργών την έναρξιν της συνεδριάσεως. xyxy=(869,1114,1142,1159)
article-text: Ο κ. Θεοτόκης ζητήσας κατόπιν να φύγη από το Βουλευτήριον, ενώ εξήρχετο είδε τον κ. Σιμόπουλον ο οποίος έσπευσε να τον συναντήση. Τότε εγένετο ο εξής διάλογος μεταξύ των. xyxy=(869,1352,1142,1426)
column-2 xyxy=(321,112,575,2068)
article-text: Ευλόγως, ο δε κύριος Βάρναμ, ότε έγινε λόγος περί της γυναικός, άλλαξε χρώμα και εμείνε σιωπηλός επί τινας στιγμάς. xyxy=(321,1763,575,1822)
article-text: Νέα πολεμικά θα εξασφαλίσουν την δόξαν και την ισχύν της Ελλάδος. xyxy=(57,618,310,647)
article-text: Ούτε χθες κατωρθώθη να συνέλθη το συμβούλιον του Πανεπιστημίου, ένα αποφασίση επί της υποθέσεως του γραμματέως κ. Μερκότη. Αι γνώμαι των καθηγητών φαίνεται ότι είνε διηρημέναι, και σήμερον επισήμως θα αποφασίσουν. xyxy=(586,888,858,976)
headline: ΕΙΣ ΤΗΝ ΑΙΘΟΥΣΑΝ xyxy=(869,1258,1142,1273)
advertisement xyxy=(57,760,310,795)
article-text: Βλέπομεν την αντίληψιν της εξηγούμενης αυτής θεωρίας εν πάση περιπτώσει. Και όταν ο κύριος Βάρναμ επέστρεψεν εις τον οίκον του, έμαθε παρά των άλλων τα γενόμενα. xyxy=(321,1384,575,1457)
headline: ΘΕΟΔΩΡΟΠΟΥΛΟΥ xyxy=(57,1644,310,1671)
article-text: Αι Βουλαί εψήφισαν διά μεγάλης πλειοψηφίας τον προϋπολογισμόν του 1908. Η συνεδρίασις διεκόπη αμέσως μετά την ψήφισιν. xyxy=(869,577,1142,636)
headline: ΕΝΔΙΑΦΕΡΟΥΣΑ ΒΙΒΛΙΟΘΗΚΗ xyxy=(57,976,310,991)
serial-number: 32 Α. Κ. ΓΚΡΗΝ xyxy=(321,121,575,136)
page-number: 2 xyxy=(57,64,77,97)
ad-address: ΑΙΟΛΟΥ 124 xyxy=(57,898,310,913)
